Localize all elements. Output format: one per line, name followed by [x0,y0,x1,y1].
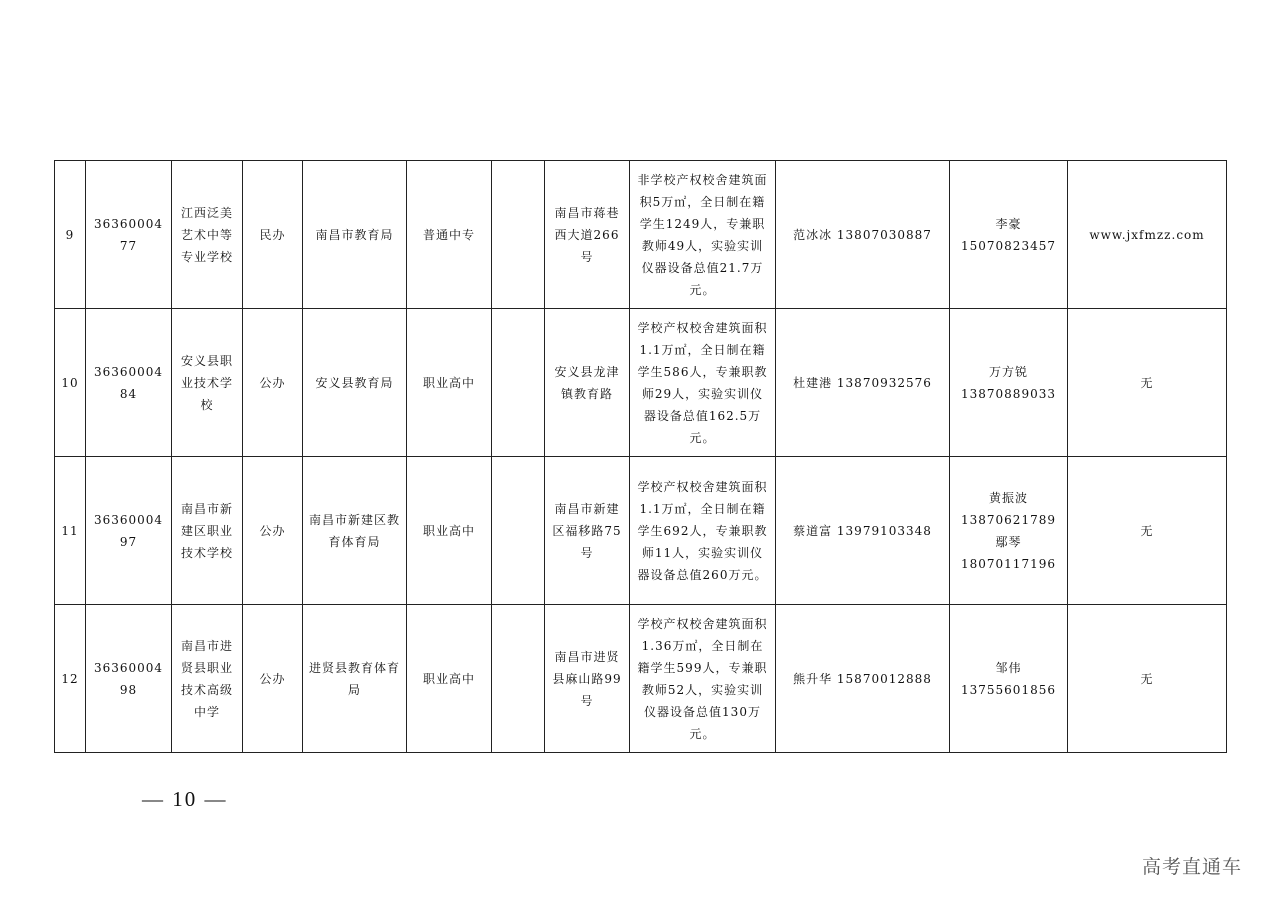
supervising-authority: 进贤县教育体育局 [303,605,407,753]
school-code: 3636000484 [86,309,172,457]
table-row [55,161,1227,309]
school-address: 南昌市新建区福移路75号 [545,457,630,605]
school-conditions: 非学校产权校舍建筑面积5万㎡，全日制在籍学生1249人，专兼职教师49人，实验实训仪器设备总值21.7万元。 [630,161,776,309]
school-address: 安义县龙津镇教育路 [545,309,630,457]
contact-person [950,605,1068,753]
principal-contact: 熊升华 15870012888 [776,605,950,753]
school-level: 职业高中 [407,457,492,605]
empty-cell [492,161,545,309]
supervising-authority: 安义县教育局 [303,309,407,457]
contact-person [950,161,1068,309]
empty-cell [492,309,545,457]
school-type: 民办 [243,161,303,309]
contact-phone: 13755601856 [961,682,1056,697]
row-index: 12 [55,605,86,753]
contact-name: 万方锐 [988,364,1028,379]
school-name: 南昌市新建区职业技术学校 [172,457,243,605]
row-index: 10 [55,309,86,457]
school-type: 公办 [243,457,303,605]
table-row [55,309,1227,457]
watermark-text: 高考直通车 [1142,856,1243,878]
school-type: 公办 [243,309,303,457]
contact-phone: 13870621789 [961,512,1056,527]
school-conditions: 学校产权校舍建筑面积1.1万㎡，全日制在籍学生692人，专兼职教师11人，实验实训仪器设备总值260万元。 [630,457,776,605]
principal-contact: 杜建港 13870932576 [776,309,950,457]
school-address: 南昌市蒋巷西大道266号 [545,161,630,309]
school-name: 安义县职业技术学校 [172,309,243,457]
school-name: 江西泛美艺术中等专业学校 [172,161,243,309]
contact-person [950,457,1068,605]
contact-phone: 15070823457 [961,238,1056,253]
school-level: 普通中专 [407,161,492,309]
contact-phone: 18070117196 [961,556,1056,571]
row-index: 9 [55,161,86,309]
school-type: 公办 [243,605,303,753]
school-level: 职业高中 [407,309,492,457]
empty-cell [492,605,545,753]
principal-contact: 蔡道富 13979103348 [776,457,950,605]
school-code: 3636000497 [86,457,172,605]
contact-phone: 13870889033 [961,386,1056,401]
school-name: 南昌市进贤县职业技术高级中学 [172,605,243,753]
school-website: www.jxfmzz.com [1068,161,1227,309]
school-website: 无 [1068,605,1227,753]
contact-name: 黄振波 [988,490,1028,505]
school-website: 无 [1068,309,1227,457]
school-conditions: 学校产权校舍建筑面积1.36万㎡，全日制在籍学生599人，专兼职教师52人，实验实训仪器设备总值130万元。 [630,605,776,753]
school-code: 3636000477 [86,161,172,309]
page-number: — 10 — [142,787,228,811]
school-level: 职业高中 [407,605,492,753]
school-conditions: 学校产权校舍建筑面积1.1万㎡，全日制在籍学生586人，专兼职教师29人，实验实训仪器设备总值162.5万元。 [630,309,776,457]
contact-name: 鄢琴 [995,534,1022,549]
row-index: 11 [55,457,86,605]
contact-name: 李豪 [995,216,1022,231]
table-row [55,457,1227,605]
principal-contact: 范冰冰 13807030887 [776,161,950,309]
school-code: 3636000498 [86,605,172,753]
table-row [55,605,1227,753]
supervising-authority: 南昌市新建区教育体育局 [303,457,407,605]
contact-name: 邹伟 [995,660,1022,675]
school-info-table [54,160,1227,753]
school-website: 无 [1068,457,1227,605]
empty-cell [492,457,545,605]
school-address: 南昌市进贤县麻山路99号 [545,605,630,753]
contact-person [950,309,1068,457]
supervising-authority: 南昌市教育局 [303,161,407,309]
